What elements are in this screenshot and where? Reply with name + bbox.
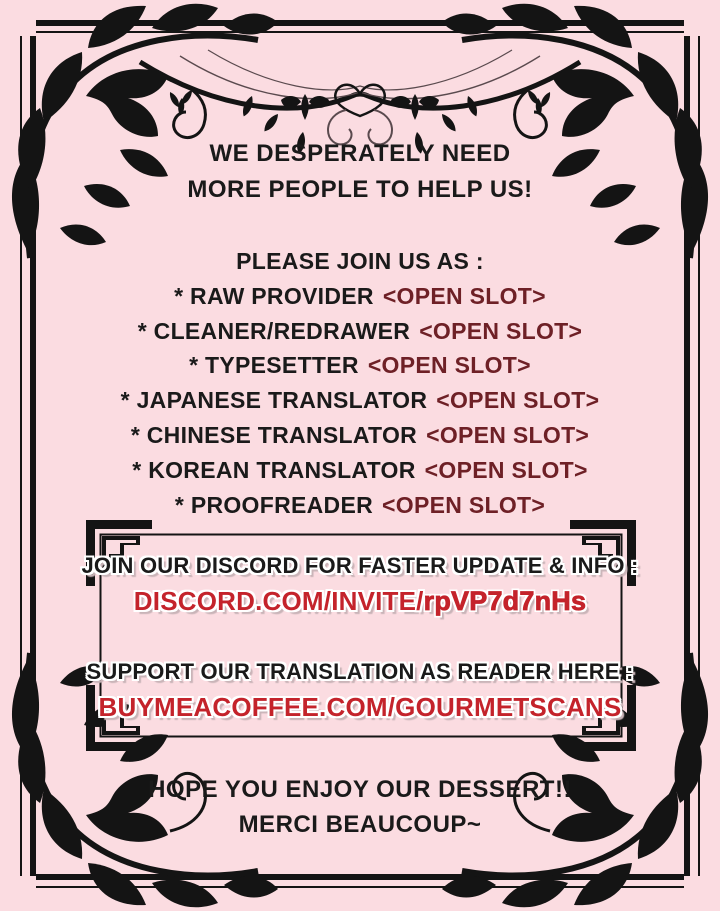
role-name: * PROOFREADER bbox=[174, 491, 374, 518]
role-status: <OPEN SLOT> bbox=[424, 456, 588, 483]
join-heading: PLEASE JOIN US AS : bbox=[236, 248, 484, 274]
recruitment-list bbox=[0, 244, 720, 522]
discord-invite-code: rpVP7d7nHs bbox=[423, 586, 587, 616]
role-status: <OPEN SLOT> bbox=[382, 282, 546, 309]
intro-line-1: WE DESPERATELY NEED bbox=[209, 140, 511, 167]
discord-link-prefix: DISCORD.COM/INVITE/ bbox=[133, 586, 424, 616]
role-status: <OPEN SLOT> bbox=[419, 317, 583, 344]
outro-line-1: HOPE YOU ENJOY OUR DESSERT!! bbox=[148, 776, 572, 803]
role-status: <OPEN SLOT> bbox=[382, 491, 546, 518]
role-name: * JAPANESE TRANSLATOR bbox=[120, 387, 428, 414]
role-item-cleaner-redrawer bbox=[0, 314, 720, 349]
outro-line-2: MERCI BEAUCOUP~ bbox=[238, 811, 482, 838]
outro-text bbox=[0, 772, 720, 842]
role-status: <OPEN SLOT> bbox=[367, 352, 531, 379]
role-name: * RAW PROVIDER bbox=[174, 282, 374, 309]
buymeacoffee-link[interactable]: BUYMEACOFFEE.COM/GOURMETSCANS bbox=[98, 692, 622, 722]
role-name: * CLEANER/REDRAWER bbox=[137, 317, 411, 344]
role-name: * TYPESETTER bbox=[189, 352, 359, 379]
intro-line-2: MORE PEOPLE TO HELP US! bbox=[187, 176, 533, 203]
role-item-raw-provider bbox=[0, 279, 720, 314]
role-item-proofreader bbox=[0, 488, 720, 523]
discord-invite-link[interactable] bbox=[0, 586, 720, 616]
intro-text bbox=[0, 136, 720, 208]
discord-heading: JOIN OUR DISCORD FOR FASTER UPDATE & INFO : bbox=[81, 553, 639, 578]
role-status: <OPEN SLOT> bbox=[426, 421, 590, 448]
role-name: * KOREAN TRANSLATOR bbox=[132, 456, 416, 483]
support-heading: SUPPORT OUR TRANSLATION AS READER HERE : bbox=[86, 659, 634, 684]
discord-section bbox=[0, 552, 720, 616]
role-status: <OPEN SLOT> bbox=[436, 387, 600, 414]
role-name: * CHINESE TRANSLATOR bbox=[130, 421, 418, 448]
role-item-japanese-translator bbox=[0, 383, 720, 418]
role-item-chinese-translator bbox=[0, 418, 720, 453]
role-item-korean-translator bbox=[0, 453, 720, 488]
support-section bbox=[0, 658, 720, 722]
role-item-typesetter bbox=[0, 348, 720, 383]
